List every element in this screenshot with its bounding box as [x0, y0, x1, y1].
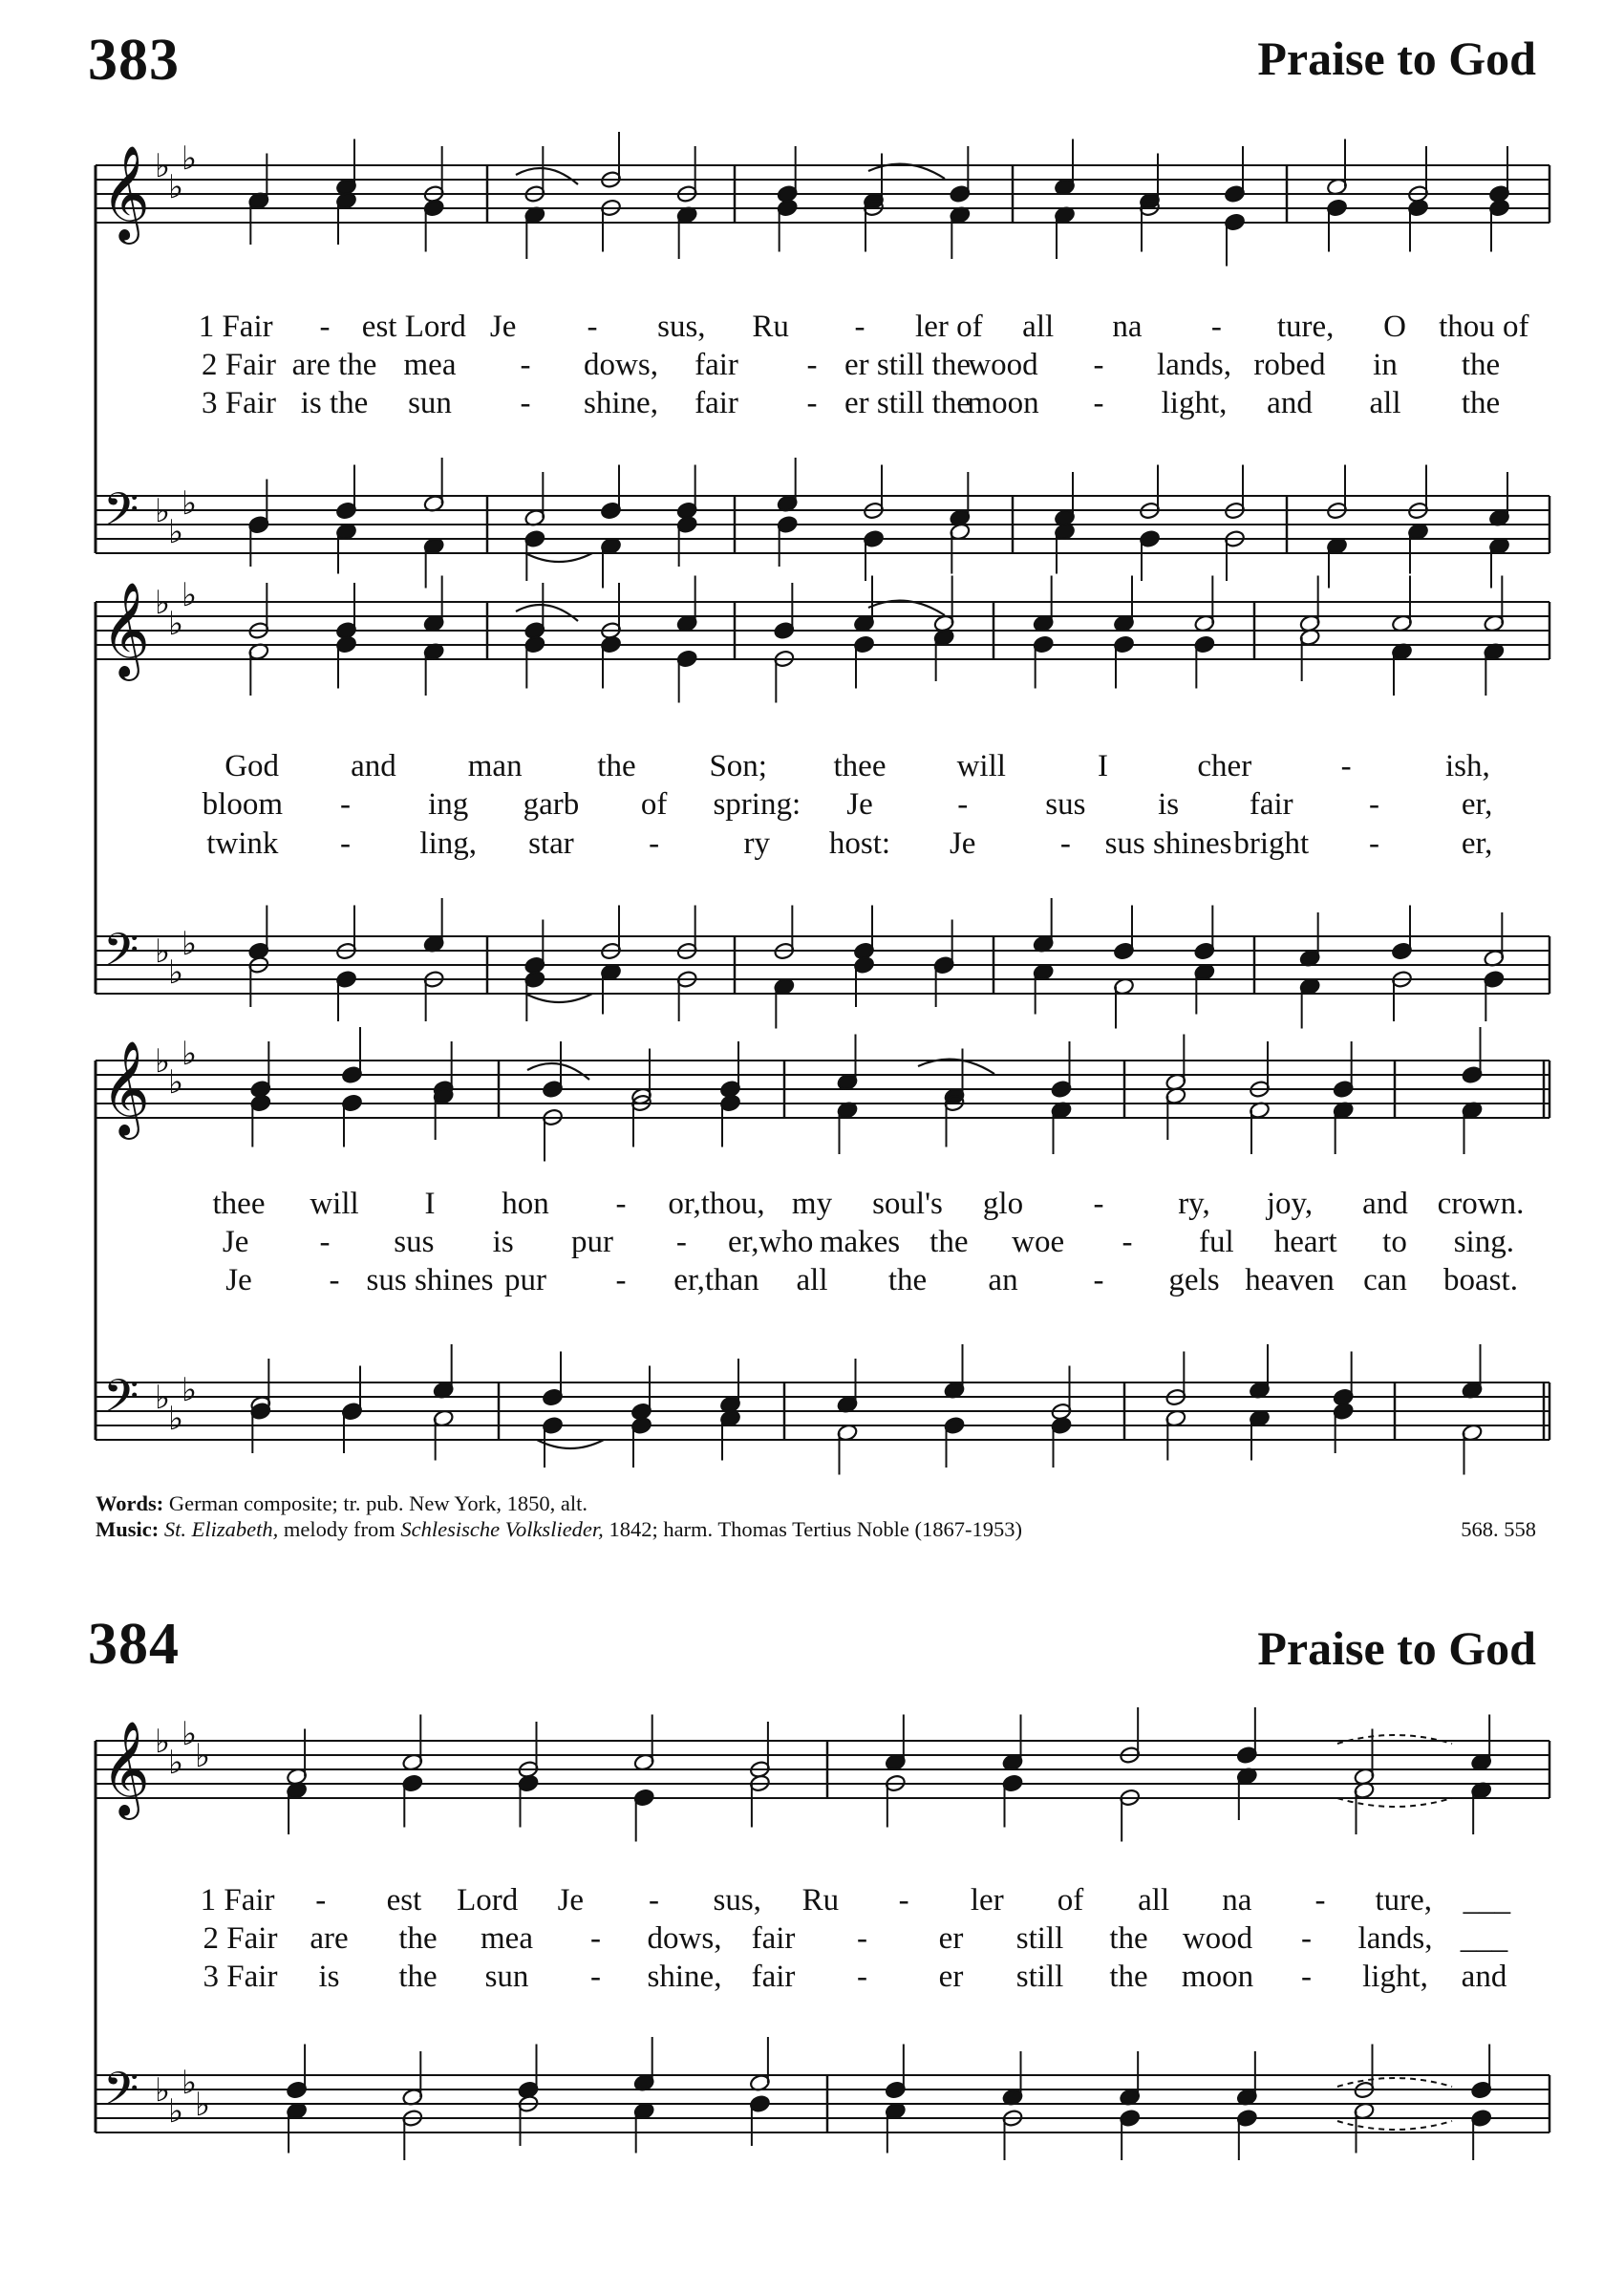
lyric-syllable: ture, — [1276, 310, 1335, 344]
lyric-syllable: - — [1093, 1187, 1104, 1221]
lyric-syllable: sus shines — [366, 1263, 494, 1297]
lyric-syllable: - — [898, 1883, 909, 1918]
lyric-syllable: sus, — [657, 310, 706, 344]
lyric-syllable: cher — [1197, 749, 1252, 783]
lyric-syllable: - — [1093, 1263, 1104, 1297]
lyric-syllable: the — [597, 749, 636, 783]
lyric-syllable: will — [310, 1187, 359, 1221]
lyric-syllable: the — [887, 1263, 928, 1297]
lyric-syllable: crown. — [1437, 1187, 1525, 1221]
lyric-syllable: thee — [212, 1187, 266, 1221]
lyric-syllable: ing — [428, 787, 469, 822]
lyric-syllable: star — [528, 826, 574, 861]
credits-source: Schlesische Volkslieder, — [400, 1517, 604, 1541]
slur — [1337, 2121, 1452, 2130]
credits-music-mid: melody from — [283, 1517, 395, 1541]
lyric-syllable: - — [1093, 348, 1104, 382]
lyric-syllable: glo — [982, 1187, 1024, 1221]
lyric-syllable: thou of — [1439, 310, 1529, 344]
lyric-syllable: Je — [225, 1263, 252, 1297]
lyric-syllable: - — [590, 1960, 601, 1994]
lyric-syllable: is — [318, 1960, 340, 1994]
lyric-syllable: fair — [751, 1921, 796, 1956]
bass-staff — [96, 1382, 1549, 1440]
lyric-syllable: still — [1015, 1921, 1064, 1956]
lyric-syllable: still — [1015, 1960, 1064, 1994]
lyric-syllable: I — [1098, 749, 1109, 783]
lyric-syllable: gels — [1168, 1263, 1220, 1297]
lyric-syllable: ful — [1198, 1225, 1234, 1259]
lyric-syllable: - — [1210, 310, 1222, 344]
treble-clef-icon: 𝄞 — [101, 1042, 150, 1134]
lyric-syllable: Ru — [801, 1883, 840, 1918]
lyric-syllable: 2 Fair — [203, 1921, 278, 1956]
lyric-syllable: - — [806, 386, 818, 420]
lyric-syllable: pur — [571, 1225, 613, 1259]
credits-music-label: Music: — [96, 1517, 160, 1541]
lyric-syllable: of — [1057, 1883, 1084, 1918]
lyric-syllable: to — [1382, 1225, 1407, 1259]
lyric-syllable: est — [386, 1883, 422, 1918]
lyric-syllable: thee — [833, 749, 887, 783]
flat-icon: ♭ — [168, 955, 184, 991]
lyric-syllable: bloom — [202, 787, 284, 822]
flat-icon: ♭ — [168, 1746, 184, 1781]
lyric-syllable: er, — [1461, 787, 1493, 822]
credits-references: 568. 558 — [1461, 1517, 1536, 1541]
slur — [527, 1063, 589, 1080]
lyric-syllable: - — [1340, 749, 1352, 783]
lyric-syllable: pur — [504, 1263, 546, 1297]
lyric-syllable: God — [224, 749, 280, 783]
lyric-syllable: - — [1314, 1883, 1326, 1918]
lyric-syllable: shine, — [647, 1960, 722, 1994]
slur — [537, 1440, 604, 1448]
lyric-syllable: sun — [408, 386, 452, 420]
lyric-syllable: Ru — [752, 310, 789, 344]
lyric-syllable: - — [857, 1960, 867, 1994]
lyric-syllable: the — [930, 1225, 969, 1259]
lyric-syllable: dows, — [584, 348, 658, 382]
flat-icon: ♭ — [182, 1037, 198, 1072]
lyric-syllable: - — [340, 826, 352, 861]
lyric-syllable: na — [1112, 310, 1143, 344]
bass-clef-icon: 𝄢 — [103, 2064, 139, 2126]
lyric-syllable: er still the — [844, 348, 971, 382]
hymn-number-384: 384 — [88, 1612, 180, 1677]
lyric-syllable: hon — [502, 1187, 549, 1221]
lyric-syllable: Je — [222, 1225, 249, 1259]
bass-clef-icon: 𝄢 — [103, 925, 139, 987]
lyric-syllable: - — [520, 386, 531, 420]
lyric-syllable: Je — [489, 310, 517, 344]
lyric-syllable: my — [791, 1187, 833, 1221]
lyric-syllable: joy, — [1266, 1187, 1314, 1221]
lyric-syllable: host: — [828, 826, 891, 861]
flat-icon: ♭ — [182, 486, 198, 522]
flat-icon: ♭ — [182, 141, 198, 177]
treble-clef-icon: 𝄞 — [101, 147, 150, 239]
lyric-syllable: - — [854, 310, 865, 344]
lyric-syllable: - — [329, 1263, 340, 1297]
lyric-syllable: Je — [949, 826, 976, 861]
lyric-syllable: est Lord — [361, 310, 466, 344]
lyric-syllable: boast. — [1443, 1263, 1518, 1297]
flat-icon: ♭ — [155, 1725, 171, 1760]
lyric-syllable: dows, — [647, 1921, 722, 1956]
lyric-syllable: are — [310, 1921, 349, 1956]
slur — [1337, 2078, 1452, 2087]
lyric-syllable: - — [590, 1921, 601, 1956]
hymn-title-383: Praise to God — [1257, 32, 1536, 85]
lyric-syllable: er — [938, 1921, 964, 1956]
lyric-syllable: - — [315, 1883, 327, 1918]
slur — [525, 553, 592, 562]
lyric-syllable: 3 Fair — [203, 1960, 278, 1994]
lyric-syllable: ling, — [419, 826, 478, 861]
flat-icon: ♭ — [155, 149, 171, 184]
flat-icon: ♭ — [195, 1739, 211, 1774]
lyric-syllable: is the — [300, 386, 369, 420]
lyric-syllable: the — [398, 1921, 438, 1956]
lyric-syllable: 3 Fair — [202, 386, 276, 420]
lyric-syllable: will — [956, 749, 1006, 783]
lyric-syllable: lands, — [1357, 1921, 1433, 1956]
treble-clef-icon: 𝄞 — [101, 1723, 150, 1814]
lyric-syllable: ler of — [915, 310, 983, 344]
lyric-syllable: and — [1267, 386, 1313, 420]
lyric-syllable: - — [957, 787, 969, 822]
flat-icon: ♭ — [155, 1381, 171, 1416]
lyric-syllable: in — [1373, 348, 1398, 382]
lyric-syllable: - — [587, 310, 598, 344]
flat-icon: ♭ — [182, 1717, 198, 1752]
lyric-syllable: ish, — [1444, 749, 1490, 783]
bass-staff — [96, 936, 1549, 994]
lyric-syllable: and — [351, 749, 396, 783]
lyric-syllable: heart — [1273, 1225, 1337, 1259]
lyric-syllable: Je — [846, 787, 873, 822]
lyric-syllable: all — [1369, 386, 1401, 420]
lyric-syllable: and — [1362, 1187, 1408, 1221]
bass-clef-icon: 𝄢 — [103, 1371, 139, 1433]
flat-icon: ♭ — [168, 1065, 184, 1101]
lyric-syllable: - — [1301, 1921, 1312, 1956]
slur — [1337, 1798, 1452, 1807]
lyric-syllable: wood — [968, 348, 1038, 382]
flat-icon: ♭ — [168, 607, 184, 642]
lyric-syllable: - — [1301, 1960, 1312, 1994]
lyric-syllable: Lord — [457, 1883, 519, 1918]
lyric-syllable: - — [1368, 826, 1379, 861]
lyric-syllable: - — [649, 826, 660, 861]
lyric-syllable: robed — [1253, 348, 1326, 382]
lyric-syllable: of — [640, 787, 668, 822]
lyric-syllable: - — [1059, 826, 1071, 861]
lyric-syllable: bright — [1233, 826, 1310, 861]
lyric-syllable: - — [1368, 787, 1379, 822]
lyric-syllable: shine, — [584, 386, 658, 420]
lyric-syllable: Son; — [709, 749, 767, 783]
lyric-syllable: Je — [557, 1883, 585, 1918]
flat-icon: ♭ — [168, 1402, 184, 1437]
lyric-syllable: - — [319, 1225, 331, 1259]
credits-music-rest: 1842; harm. Thomas Tertius Noble (1867-1953) — [609, 1517, 1022, 1541]
slur — [1337, 1735, 1452, 1744]
lyric-syllable: er,who — [727, 1225, 814, 1259]
lyric-syllable: sus — [1045, 787, 1086, 822]
lyric-syllable: wood — [1182, 1921, 1253, 1956]
lyric-syllable: - — [806, 348, 818, 382]
lyric-syllable: er still the — [844, 386, 971, 420]
treble-staff — [96, 1061, 1549, 1118]
lyric-syllable: - — [675, 1225, 687, 1259]
flat-icon: ♭ — [168, 515, 184, 550]
flat-icon: ♭ — [168, 2094, 184, 2130]
lyric-syllable: the — [1461, 348, 1501, 382]
lyric-syllable: ___ — [1463, 1883, 1511, 1918]
lyric-syllable: - — [520, 348, 531, 382]
lyric-syllable: - — [340, 787, 352, 822]
lyric-syllable: ler — [970, 1883, 1004, 1918]
bass-clef-icon: 𝄢 — [103, 484, 139, 546]
lyric-syllable: soul's — [872, 1187, 943, 1221]
lyric-syllable: er, — [1461, 826, 1493, 861]
lyric-syllable: O — [1383, 310, 1406, 344]
lyric-syllable: ture, — [1375, 1883, 1432, 1918]
lyric-syllable: fair — [1249, 787, 1293, 822]
lyric-syllable: fair — [694, 348, 738, 382]
lyric-syllable: is — [1158, 787, 1180, 822]
lyric-syllable: na — [1222, 1883, 1252, 1918]
lyric-syllable: 1 Fair — [200, 1883, 275, 1918]
lyric-syllable: all — [1138, 1883, 1170, 1918]
slur — [525, 994, 592, 1002]
lyric-syllable: are the — [291, 348, 377, 382]
treble-staff — [96, 602, 1549, 659]
credits-words-text: German composite; tr. pub. New York, 1850, alt. — [168, 1491, 588, 1515]
lyric-syllable: the — [1109, 1921, 1148, 1956]
lyric-syllable: the — [1461, 386, 1501, 420]
lyric-syllable: ry, — [1178, 1187, 1210, 1221]
lyric-syllable: fair — [694, 386, 738, 420]
flat-icon: ♭ — [155, 586, 171, 621]
lyric-syllable: ry — [743, 826, 771, 861]
treble-clef-icon: 𝄞 — [101, 584, 150, 675]
lyric-syllable: moon — [1181, 1960, 1254, 1994]
slur — [516, 605, 578, 621]
lyric-syllable: all — [1022, 310, 1055, 344]
lyric-syllable: an — [988, 1263, 1018, 1297]
lyric-syllable: mea — [481, 1921, 533, 1956]
lyric-syllable: moon — [967, 386, 1039, 420]
lyric-syllable: woe — [1012, 1225, 1065, 1259]
lyric-syllable: fair — [751, 1960, 796, 1994]
score-systems — [96, 132, 1549, 2160]
lyric-syllable: sus, — [713, 1883, 761, 1918]
flat-icon: ♭ — [155, 2073, 171, 2109]
flat-icon: ♭ — [155, 934, 171, 970]
treble-staff — [96, 1741, 1549, 1798]
lyric-syllable: mea — [403, 348, 457, 382]
lyric-syllable: I — [424, 1187, 436, 1221]
lyric-syllable: or,thou, — [668, 1187, 765, 1221]
lyric-syllable: sun — [484, 1960, 529, 1994]
lyric-syllable: lands, — [1157, 348, 1231, 382]
lyric-syllable: - — [319, 310, 331, 344]
lyric-syllable: - — [649, 1883, 660, 1918]
lyric-syllable: is — [492, 1225, 514, 1259]
flat-icon: ♭ — [195, 2088, 211, 2123]
flat-icon: ♭ — [155, 494, 171, 529]
lyric-syllable: man — [467, 749, 523, 783]
lyric-syllable: 1 Fair — [198, 310, 273, 344]
bass-staff — [96, 2075, 1549, 2132]
lyric-syllable: er — [938, 1960, 964, 1994]
lyric-syllable: makes — [819, 1225, 901, 1259]
lyric-syllable: sus shines — [1104, 826, 1232, 861]
lyric-syllable: garb — [523, 787, 580, 822]
flat-icon: ♭ — [182, 927, 198, 962]
lyric-syllable: heaven — [1245, 1263, 1335, 1297]
lyric-syllable: - — [857, 1921, 867, 1956]
lyric-syllable: spring: — [713, 787, 801, 822]
lyric-syllable: sing. — [1453, 1225, 1514, 1259]
lyric-syllable: ___ — [1460, 1921, 1508, 1956]
lyric-syllable: all — [796, 1263, 828, 1297]
flat-icon: ♭ — [155, 1044, 171, 1080]
flat-icon: ♭ — [182, 578, 198, 613]
lyric-syllable: twink — [206, 826, 279, 861]
lyric-syllable: - — [615, 1187, 627, 1221]
lyric-syllable: - — [1122, 1225, 1133, 1259]
slur — [516, 168, 578, 184]
flat-icon: ♭ — [182, 2066, 198, 2101]
lyric-syllable: sus — [394, 1225, 435, 1259]
lyric-syllable: light, — [1362, 1960, 1428, 1994]
lyric-syllable: and — [1461, 1960, 1507, 1994]
hymn-number-383: 383 — [88, 28, 180, 93]
lyric-syllable: the — [1109, 1960, 1148, 1994]
lyric-syllable: - — [615, 1263, 627, 1297]
flat-icon: ♭ — [168, 170, 184, 205]
lyric-syllable: the — [398, 1960, 438, 1994]
lyric-syllable: - — [1093, 386, 1104, 420]
lyric-syllable: 2 Fair — [202, 348, 276, 382]
flat-icon: ♭ — [182, 1373, 198, 1408]
credits-tune-name: St. Elizabeth, — [163, 1517, 279, 1541]
lyric-syllable: can — [1363, 1263, 1407, 1297]
credits-words-label: Words: — [96, 1491, 164, 1515]
hymn-title-384: Praise to God — [1257, 1621, 1536, 1675]
lyric-syllable: light, — [1161, 386, 1228, 420]
lyric-syllable: er,than — [673, 1263, 759, 1297]
